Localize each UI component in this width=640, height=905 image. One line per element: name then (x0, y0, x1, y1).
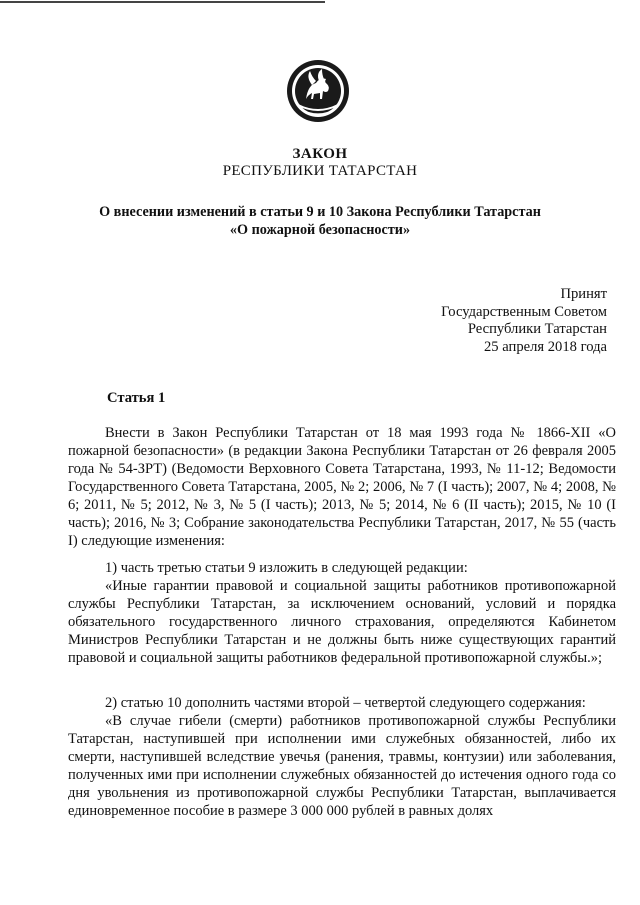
item-2 (68, 694, 616, 820)
item-2-text: «В случае гибели (смерти) работников противопожарной службы Республики Татарстан, наступившей при исполнении ими служебных обязанностей, либо их смерти, наступившей вследствие увечья (ранения, травмы, контузии) или заболевания, полученных ими при исполнении служебных обязанностей до истечения одного года со дня увольнения из противопожарной службы Республики Татарстан, выплачивается единовременное пособие в размере 3 000 000 рублей в равных долях (68, 713, 616, 819)
adopted-date: 25 апреля 2018 года (484, 338, 607, 355)
article-intro (68, 424, 616, 550)
item-1-lead: 1) часть третью статьи 9 изложить в следующей редакции: (105, 560, 468, 576)
top-rule (0, 1, 325, 3)
intro-paragraph: Внести в Закон Республики Татарстан от 18 мая 1993 года № 1866-XII «О пожарной безопасности» (в редакции Закона Республики Татарстан от 26 февраля 2005 года № 54-ЗРТ) (Ведомости Верховного Совета Татарстана, 1993, № 11-12; Ведомости Государственного Совета Татарстана, 2005, № 2; 2006, № 7 (I часть); 2007, № 4; 2008, № 6; 2011, № 5; 2012, № 3, № 5 (I часть); 2013, № 5; 2014, № 6 (II часть); 2015, № 10 (I часть); 2016, № 3; Собрание законодательства Республики Татарстан, 2017, № 55 (часть I) следующие изменения: (68, 425, 616, 549)
item-2-lead: 2) статью 10 дополнить частями второй – четвертой следующего содержания: (105, 695, 586, 711)
law-subtitle: РЕСПУБЛИКИ ТАТАРСТАН (222, 163, 418, 179)
adopted-line2: Государственным Советом (441, 303, 607, 320)
law-name-line2: «О пожарной безопасности» (229, 222, 411, 238)
item-1 (68, 559, 616, 667)
article-heading: Статья 1 (107, 390, 166, 406)
tatarstan-emblem-icon (286, 59, 350, 123)
adopted-line1: Принят (560, 286, 607, 302)
adoption-block (347, 286, 607, 356)
law-name (0, 203, 640, 239)
law-title: ЗАКОН (292, 146, 348, 162)
law-name-line1: О внесении изменений в статьи 9 и 10 Закона Республики Татарстан (99, 204, 541, 220)
adopted-line3: Республики Татарстан (467, 321, 607, 338)
item-1-text: «Иные гарантии правовой и социальной защиты работников противопожарной службы Республики Татарстан, за исключением оснований, условий и порядка обязательного государственного личного страхования, определяются Кабинетом Министров Республики Татарстан и не должны быть ниже существующих гарантий правовой и социальной защиты работников федеральной противопожарной службы.»; (68, 578, 616, 666)
